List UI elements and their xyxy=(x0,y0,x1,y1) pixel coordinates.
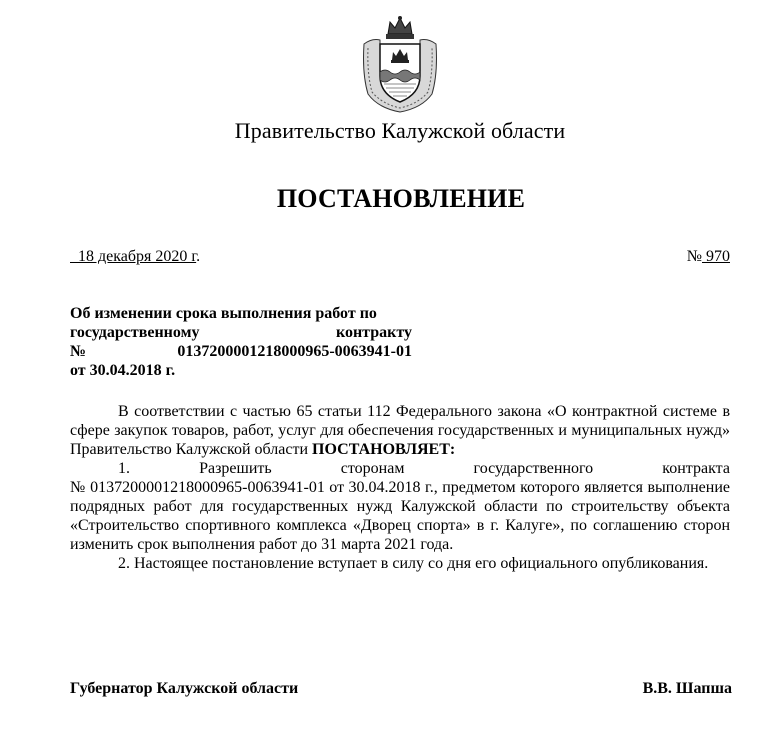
subject-line-2 xyxy=(70,323,412,342)
item-1-word: государственного xyxy=(473,460,594,477)
issuing-authority: Правительство Калужской области xyxy=(234,118,566,143)
item-1-word: сторонам xyxy=(340,460,405,477)
item-1-number: 1. xyxy=(118,460,130,477)
item-1-first-line xyxy=(70,459,730,478)
date-suffix: . xyxy=(196,248,201,265)
item-1-word: контракта xyxy=(662,460,730,477)
number-prefix: № xyxy=(686,248,702,265)
document-body xyxy=(70,402,730,573)
resolves-keyword: ПОСТАНОВЛЯЕТ: xyxy=(312,441,456,458)
coat-of-arms-icon xyxy=(358,14,442,114)
signatory-position: Губернатор Калужской области xyxy=(70,680,299,697)
subject-word: № xyxy=(70,343,87,360)
signatory-name: В.В. Шапша xyxy=(642,680,732,697)
document-number xyxy=(687,248,730,266)
number-value: 970 xyxy=(706,248,730,265)
item-1-rest: № 0137200001218000965-0063941-01 от 30.04.2018 г., предметом которого является выполнение подрядных работ для государственных нужд Калужской области по строительству объекта «Строительство спортивного комплекса «Дворец спорта» в г. Калуге», по соглашению сторон изменить срок выполнения работ до 31 марта 2021 года. xyxy=(70,479,730,553)
subject-line-3 xyxy=(70,342,412,361)
intro-text: В соответствии с частью 65 статьи 112 Федерального закона «О контрактной системе в сфере закупок товаров, работ, услуг для обеспечения государственных и муниципальных нужд» Правительство Калужской области xyxy=(70,403,730,458)
subject-line-1: Об изменении срока выполнения работ по xyxy=(70,305,377,322)
subject-contract-number: 0137200001218000965-0063941-01 xyxy=(177,343,412,360)
date-value: 18 декабря 2020 г xyxy=(78,248,197,265)
item-1-word: Разрешить xyxy=(199,460,272,477)
document-subject xyxy=(70,304,412,380)
document-type-title: ПОСТАНОВЛЕНИЕ xyxy=(276,184,526,213)
document-date xyxy=(70,248,200,266)
subject-line-4: от 30.04.2018 г. xyxy=(70,362,176,379)
subject-word: государственному xyxy=(70,324,200,341)
subject-word: контракту xyxy=(335,324,412,341)
item-2-paragraph: 2. Настоящее постановление вступает в силу со дня его официального опубликования. xyxy=(118,555,709,572)
intro-paragraph xyxy=(70,402,730,459)
